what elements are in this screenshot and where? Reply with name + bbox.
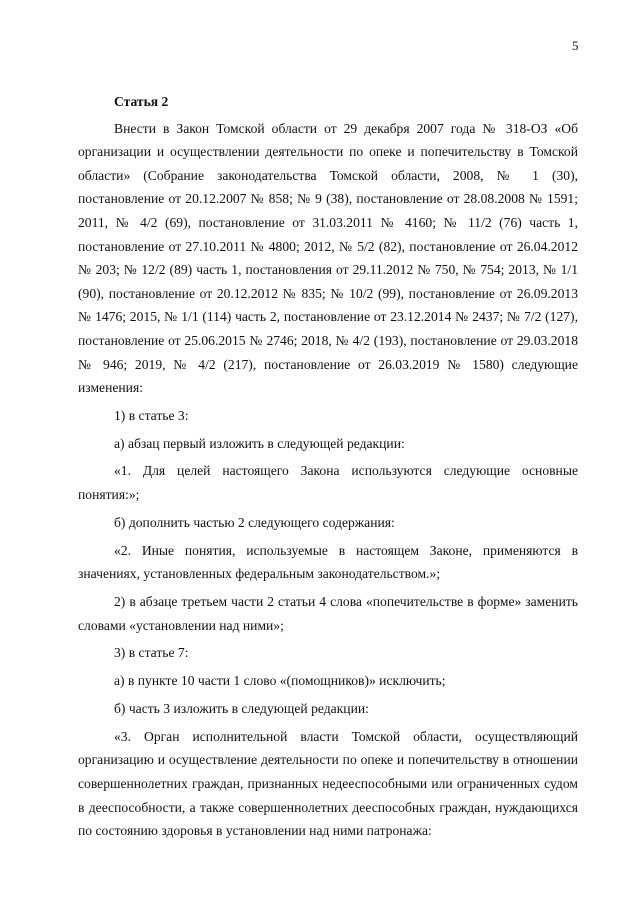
paragraph-item-1a: а) абзац первый изложить в следующей редакции: <box>114 435 405 451</box>
paragraph-item-1: 1) в статье 3: <box>114 407 189 423</box>
paragraph-item-3: 3) в статье 7: <box>114 645 189 661</box>
paragraph-item-3a: а) в пункте 10 части 1 слово «(помощников)» исключить; <box>114 673 446 689</box>
paragraph-intro: Внести в Закон Томской области от 29 декабря 2007 года № 318-ОЗ «Об организации и осуществлении деятельности по опеке и попечительству в Томской области» (Собрание законодательства Томской области, 2008, № 1 (30), постановление от 20.12.2007 № 858; № 9 (38), постановление от 28.08.2008 № 1591; 2011, № 4/2 (69), постановление от 31.03.2011 № 4160; № 11/2 (76) часть 1, постановление от 27.10.2011 № 4800; 2012, № 5/2 (82), постановление от 26.04.2012 № 203; № 12/2 (89) часть 1, постановления от 29.11.2012 № 750, № 754; 2013, № 1/1 (90), постановление от 20.12.2012 № 835; № 10/2 (99), постановление от 26.09.2013 № 1476; 2015, № 1/1 (114) часть 2, постановление от 23.12.2014 № 2437; № 7/2 (127), постановление от 25.06.2015 № 2746; 2018, № 4/2 (193), постановление от 29.03.2018 № 946; 2019, № 4/2 (217), постановление от 26.03.2019 № 1580) следующие изменения: <box>78 120 578 396</box>
paragraph-quote-1: «1. Для целей настоящего Закона используются следующие основные понятия:»; <box>78 463 578 503</box>
paragraph-quote-2: «2. Иные понятия, используемые в настоящем Законе, применяются в значениях, установленных федеральным законодательством.»; <box>78 542 578 582</box>
page-number: 5 <box>572 38 579 53</box>
article-heading: Статья 2 <box>114 94 169 109</box>
paragraph-item-1b: б) дополнить частью 2 следующего содержания: <box>114 514 395 530</box>
paragraph-item-2: 2) в абзаце третьем части 2 статьи 4 слова «попечительстве в форме» заменить словами «установлении над ними»; <box>78 594 578 633</box>
document-body <box>78 90 578 847</box>
paragraph-quote-3: «3. Орган исполнительной власти Томской области, осуществляющий организацию и осуществление деятельности по опеке и попечительству в отношении совершеннолетних граждан, признанных недееспособными или ограниченных судом в дееспособности, а также совершеннолетних дееспособных граждан, нуждающихся по состоянию здоровья в установлении над ними патронажа: <box>78 728 578 839</box>
paragraph-item-3b: б) часть 3 изложить в следующей редакции: <box>114 700 369 716</box>
